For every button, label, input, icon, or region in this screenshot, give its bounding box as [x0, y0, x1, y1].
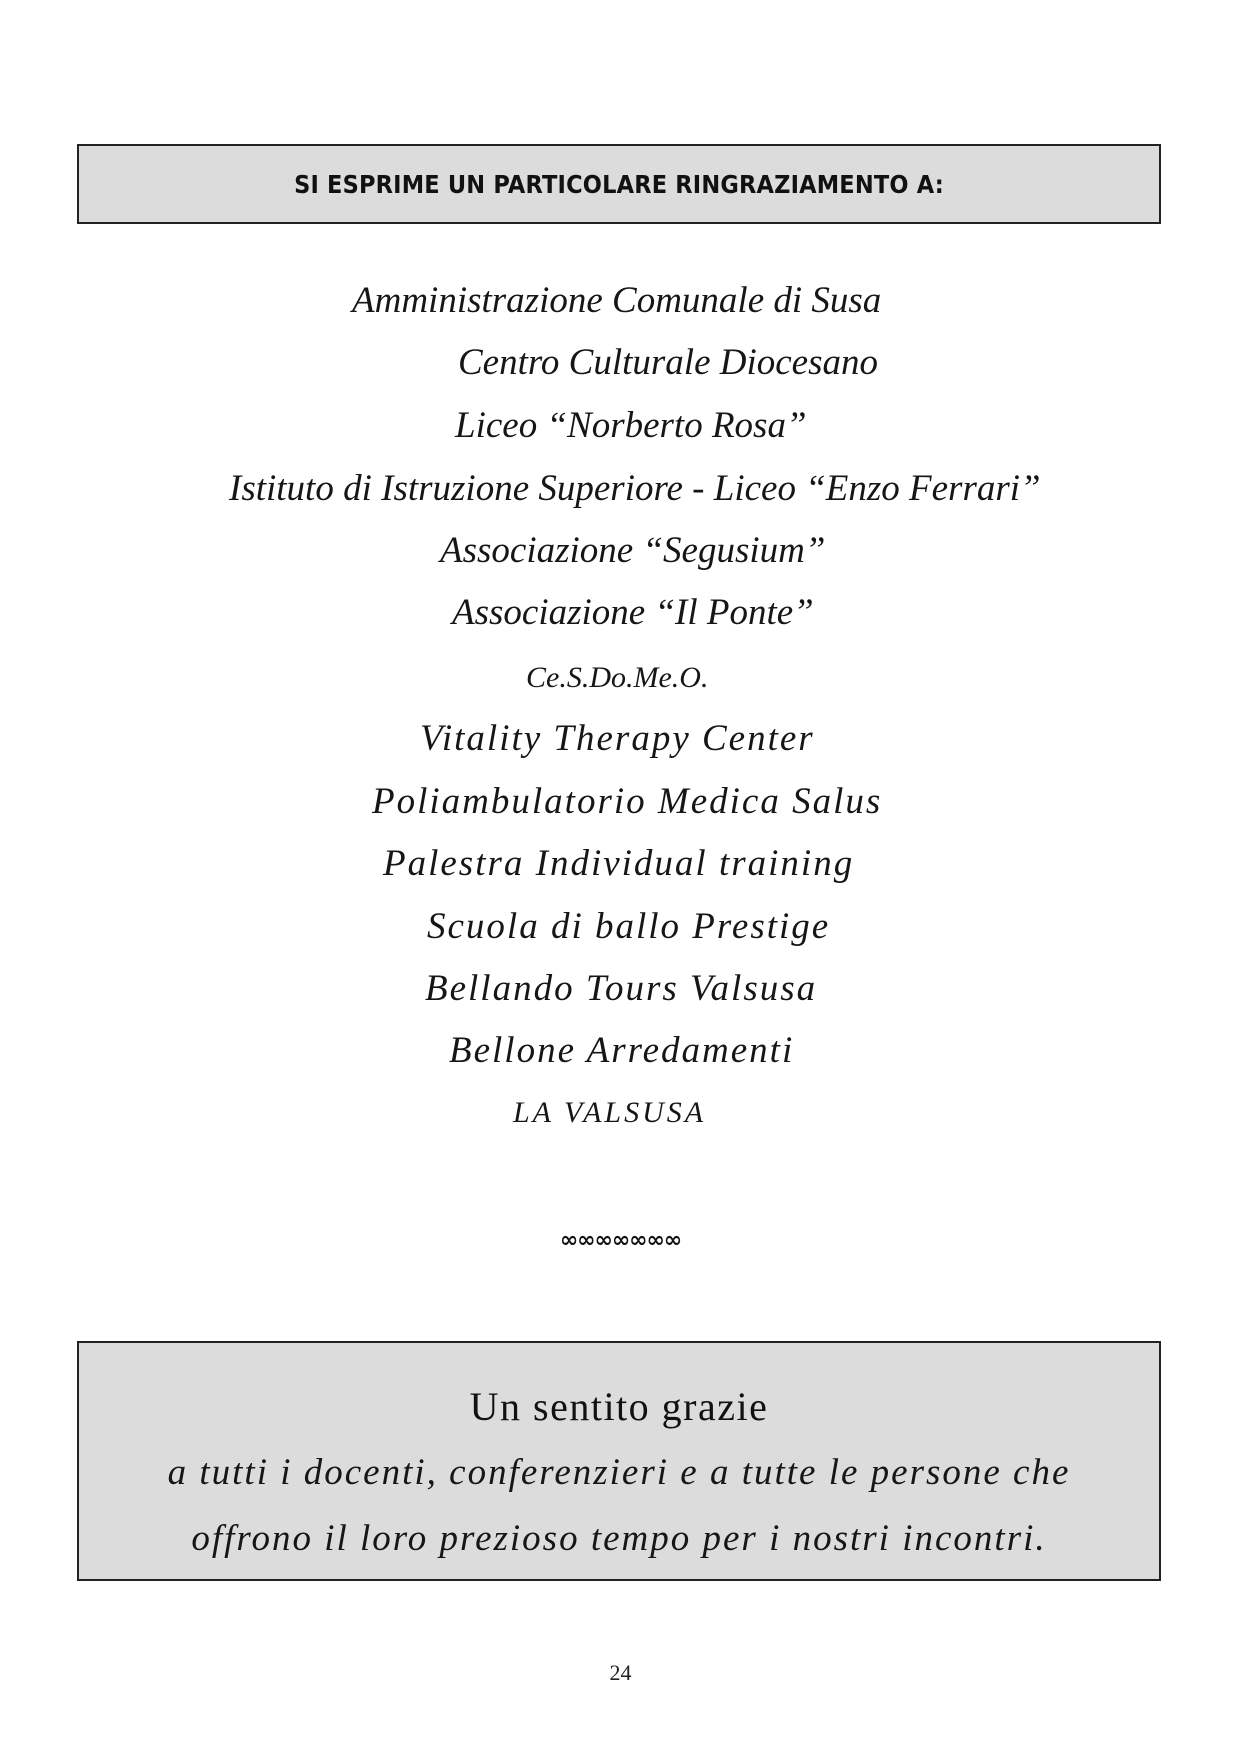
page-number: 24 — [609, 1660, 632, 1685]
thanks-line: a tutti i docenti, conferenzieri e a tutte le persone che — [167, 1452, 1071, 1493]
acknowledgement-item: Associazione “Il Ponte” — [452, 592, 814, 633]
acknowledgement-item: Scuola di ballo Prestige — [427, 906, 831, 947]
acknowledgement-item: LA VALSUSA — [513, 1096, 707, 1129]
acknowledgement-item: Liceo “Norberto Rosa” — [455, 405, 807, 446]
acknowledgement-item: Bellando Tours Valsusa — [425, 968, 818, 1009]
acknowledgement-item: Amministrazione Comunale di Susa — [352, 280, 882, 321]
acknowledgement-item: Centro Culturale Diocesano — [458, 342, 878, 383]
ornament-divider: ∞∞∞∞∞∞∞ — [559, 1228, 682, 1253]
acknowledgement-item: Bellone Arredamenti — [449, 1030, 795, 1071]
thanks-title: Un sentito grazie — [469, 1384, 769, 1429]
acknowledgement-item: Poliambulatorio Medica Salus — [372, 781, 883, 822]
header-title: SI ESPRIME UN PARTICOLARE RINGRAZIAMENTO A: — [294, 169, 944, 199]
thanks-box — [77, 1341, 1161, 1581]
thanks-line: offrono il loro prezioso tempo per i nostri incontri. — [191, 1518, 1047, 1559]
acknowledgement-item: Associazione “Segusium” — [440, 530, 826, 571]
acknowledgement-item: Ce.S.Do.Me.O. — [526, 661, 709, 694]
acknowledgement-item: Vitality Therapy Center — [420, 718, 815, 759]
acknowledgement-item: Istituto di Istruzione Superiore - Liceo “Enzo Ferrari” — [229, 468, 1041, 509]
acknowledgement-item: Palestra Individual training — [383, 843, 855, 884]
